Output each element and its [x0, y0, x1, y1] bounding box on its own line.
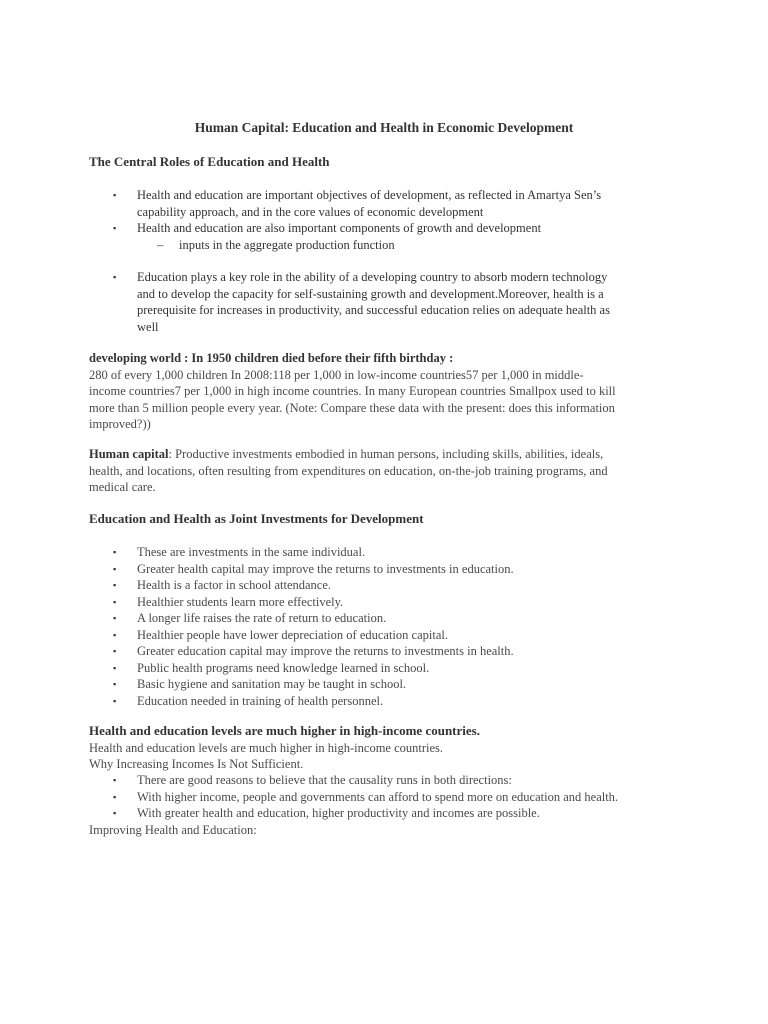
list-item: ▪ Healthier people have lower depreciation of education capital.: [113, 627, 448, 642]
list-item: ▪ Greater education capital may improve the returns to investments in health.: [113, 644, 514, 658]
joint-investments-list: [113, 544, 673, 709]
list-item: ▪ Health and education are important objectives of development, as reflected in Amartya Sen’s capability approach, and in the core values of economic development: [113, 188, 602, 219]
human-capital-term: Human capital: [89, 447, 169, 461]
developing-world-paragraph: developing world : In 1950 children died before their fifth birthday : 280 of every 1,000 children In 2008:118 per 1,000 in low-income countries57 per 1,000 in middle- income countries7 per 1,000 in high income countries. In many European countries Smallpox used to kill more than 5 million people every year. (Note: Compare these data with the present: does this information improved?)): [89, 350, 681, 433]
list-item: ▪ Health is a factor in school attendance.: [113, 578, 332, 592]
bullet-icon: ▪: [113, 646, 117, 656]
bullet-icon: ▪: [113, 808, 117, 818]
bullet-icon: ▪: [113, 791, 117, 802]
list-item: ▪ Greater health capital may improve the returns to investments in education.: [113, 561, 514, 576]
sub-list-item: – inputs in the aggregate production function: [157, 238, 395, 252]
section-heading-high-income: Health and education levels are much higher in high-income countries.: [89, 723, 480, 738]
education-role-list: [113, 269, 673, 335]
dash-icon: –: [157, 238, 164, 252]
section-heading-joint-investments: Education and Health as Joint Investments for Development: [89, 511, 424, 526]
bullet-icon: ▪: [113, 629, 117, 640]
list-item: ▪ A longer life raises the rate of return to education.: [113, 611, 387, 625]
section-heading-central-roles: The Central Roles of Education and Health: [89, 154, 330, 169]
list-item: ▪ Basic hygiene and sanitation may be taught in school.: [113, 677, 407, 691]
bullet-icon: ▪: [113, 596, 117, 607]
list-item: ▪ Education plays a key role in the ability of a developing country to absorb modern technology and to develop the capacity for self-sustaining growth and development.Moreover, health is a prerequisite for increases in productivity, and successful education relies on adequate health as well: [113, 270, 610, 334]
bullet-icon: ▪: [113, 613, 117, 623]
bullet-icon: ▪: [113, 775, 117, 785]
list-item: ▪ Healthier students learn more effectively.: [113, 594, 344, 609]
developing-world-heading: developing world : In 1950 children died before their fifth birthday :: [89, 351, 454, 365]
bullet-icon: ▪: [113, 547, 117, 557]
list-item: ▪ There are good reasons to believe that the causality runs in both directions:: [113, 773, 512, 787]
list-item: ▪ With greater health and education, higher productivity and incomes are possible.: [113, 806, 540, 820]
bullet-icon: ▪: [113, 679, 117, 689]
causality-list: [113, 772, 673, 822]
list-item: ▪ Health and education are also important components of growth and development: [113, 221, 542, 235]
bullet-icon: ▪: [113, 695, 117, 706]
improving-health-line: Improving Health and Education:: [89, 823, 257, 837]
bullet-icon: ▪: [113, 580, 117, 590]
document-title: Human Capital: Education and Health in Economic Development: [194, 120, 574, 135]
list-item: ▪ Education needed in training of health personnel.: [113, 693, 384, 708]
list-item: ▪ These are investments in the same individual.: [113, 545, 366, 559]
central-roles-list: [113, 187, 673, 237]
bullet-icon: ▪: [113, 223, 117, 233]
list-item: ▪ Public health programs need knowledge learned in school.: [113, 660, 430, 675]
income-section: Health and education levels are much higher in high-income countries. Health and education levels are much higher in high-income countries. Why Increasing Incomes Is Not Sufficient.: [89, 723, 681, 773]
list-item: ▪ With higher income, people and governments can afford to spend more on education and health.: [113, 789, 619, 804]
human-capital-definition: Human capital: Productive investments embodied in human persons, including skills, abilities, ideals, health, and locations, often resulting from expenditures on education, on-the-job training programs, and medical care.: [89, 447, 608, 494]
bullet-icon: ▪: [113, 190, 117, 200]
bullet-icon: ▪: [113, 563, 117, 574]
bullet-icon: ▪: [113, 662, 117, 673]
bullet-icon: ▪: [113, 272, 117, 282]
